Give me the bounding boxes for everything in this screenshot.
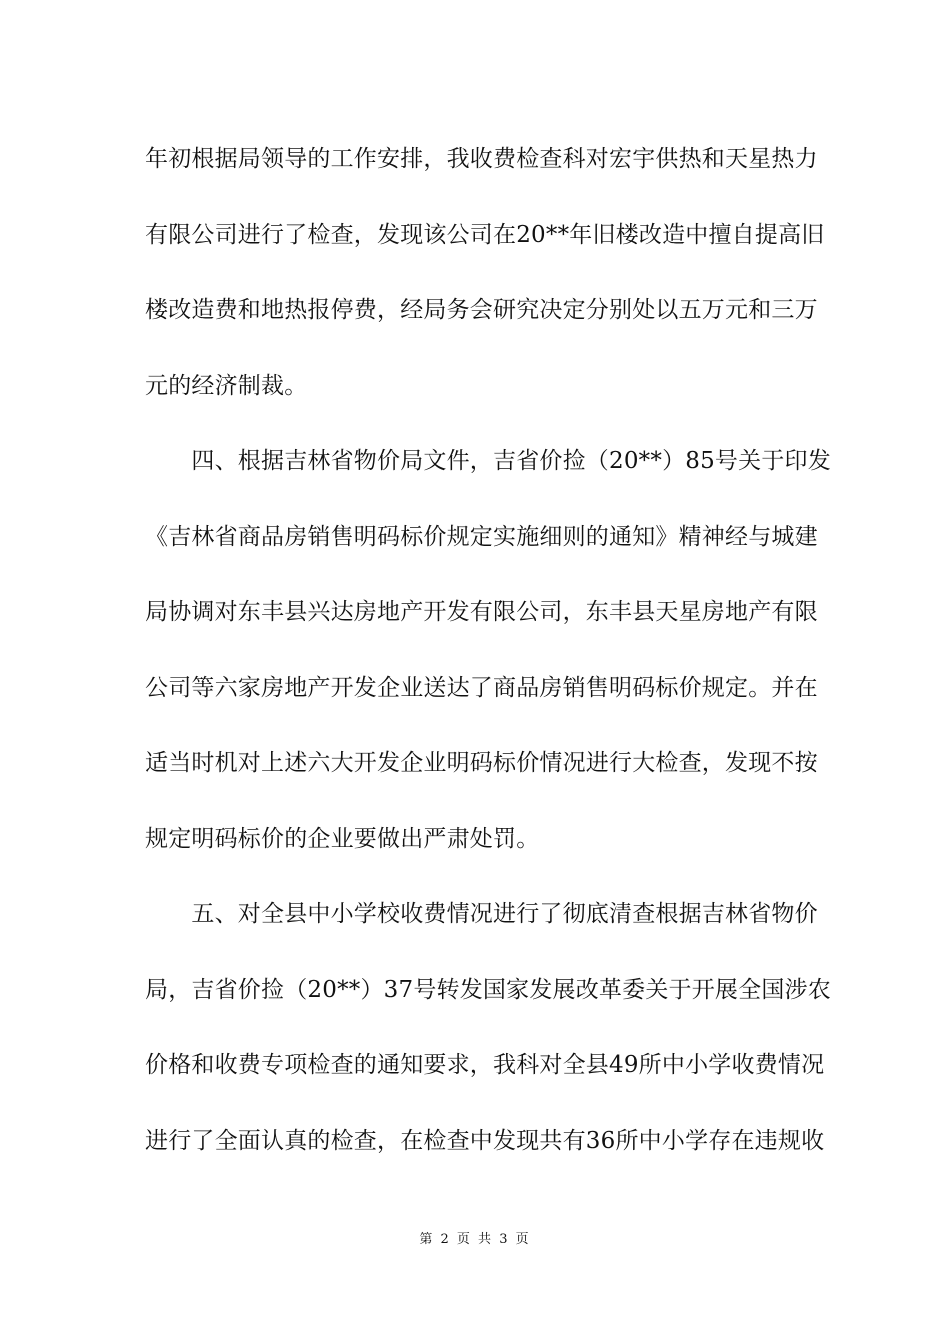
- paragraph-5-line-3: 价格和收费专项检查的通知要求，我科对全县49所中小学收费情况: [145, 1052, 825, 1078]
- paragraph-5-line-2: 局，吉省价捡（20**）37号转发国家发展改革委关于开展全国涉农: [145, 976, 831, 1003]
- paragraph-4-line-5: 适当时机对上述六大开发企业明码标价情况进行大检查，发现不按: [145, 750, 818, 776]
- paragraph-5-line-4: 进行了全面认真的检查，在检查中发现共有36所中小学存在违规收: [145, 1127, 825, 1154]
- page-number-label: 第 2 页 共 3 页: [419, 1232, 531, 1247]
- text-line-4: 元的经济制裁。: [145, 372, 308, 399]
- text-line-1: 年初根据局领导的工作安排，我收费检查科对宏宇供热和天星热力: [145, 146, 818, 172]
- paragraph-4-line-2: 《吉林省商品房销售明码标价规定实施细则的通知》精神经与城建: [145, 523, 818, 550]
- paragraph-4-line-3: 局协调对东丰县兴达房地产开发有限公司，东丰县天星房地产有限: [145, 599, 818, 625]
- text-line-2: 有限公司进行了检查，发现该公司在20**年旧楼改造中擅自提高旧: [145, 221, 825, 248]
- paragraph-4-line-1: 四、根据吉林省物价局文件，吉省价捡（20**）85号关于印发: [145, 448, 831, 474]
- body-text: [145, 133, 831, 1190]
- paragraph-5-line-1: 五、对全县中小学校收费情况进行了彻底清查根据吉林省物价: [145, 901, 818, 927]
- paragraph-4-line-6: 规定明码标价的企业要做出严肃处罚。: [145, 825, 540, 852]
- page-footer: [0, 1232, 950, 1248]
- text-line-3: 楼改造费和地热报停费，经局务会研究决定分别处以五万元和三万: [145, 297, 818, 323]
- paragraph-4-line-4: 公司等六家房地产开发企业送达了商品房销售明码标价规定。并在: [145, 674, 818, 701]
